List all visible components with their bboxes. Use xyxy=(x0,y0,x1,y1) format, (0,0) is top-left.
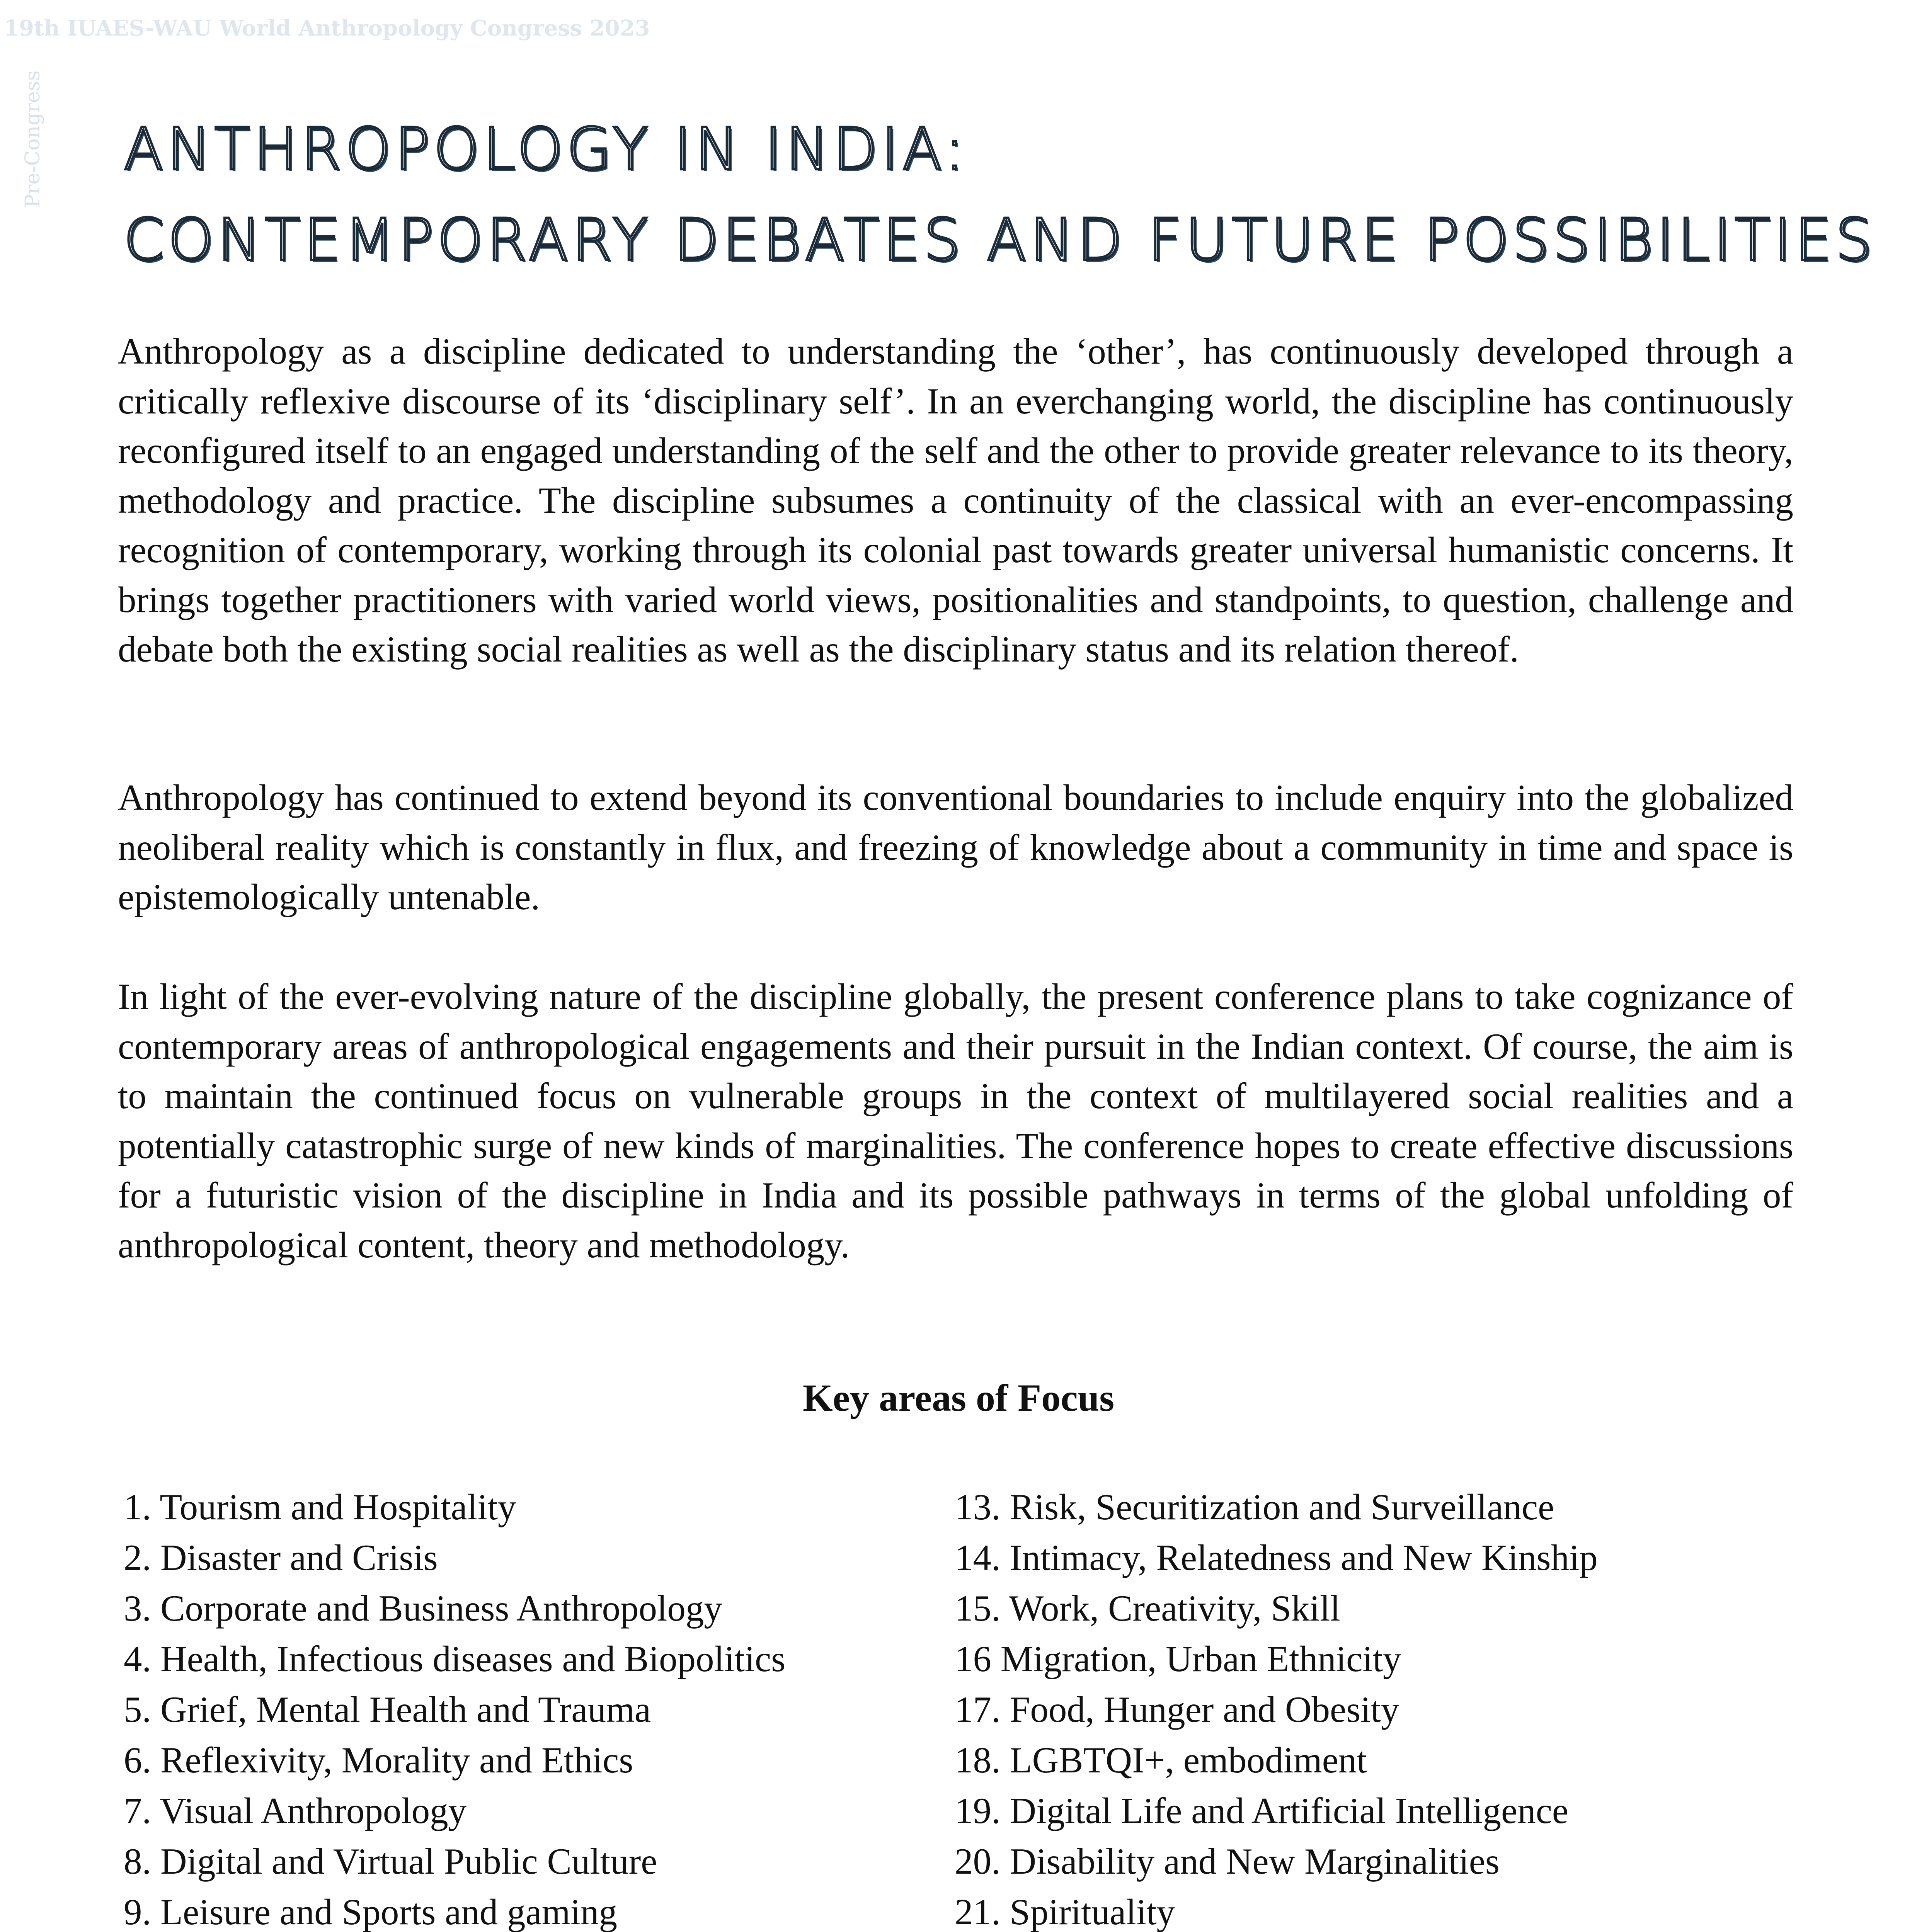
focus-item: 5. Grief, Mental Health and Trauma xyxy=(124,1689,651,1730)
focus-heading: Key areas of Focus xyxy=(802,1376,1115,1419)
focus-item: 7. Visual Anthropology xyxy=(124,1790,467,1831)
intro-paragraph-3: In light of the ever-evolving nature of the discipline globally, the present conference plans to take cognizance of contemporary areas of anthropological engagements and their pursuit in the Indian context. Of course, the aim is to maintain the continued focus on vulnerable groups in the context of multilayered social realities and a potentially catastrophic surge of new kinds of marginalities. The conference hopes to create effective discussions for a futuristic vision of the discipline in India and its possible pathways in terms of the global unfolding of anthropological content, theory and methodology. xyxy=(118,976,1793,1265)
focus-item: 16 Migration, Urban Ethnicity xyxy=(955,1638,1401,1679)
focus-item: 3. Corporate and Business Anthropology xyxy=(124,1588,722,1629)
focus-list-left xyxy=(124,1482,785,1932)
focus-item: 8. Digital and Virtual Public Culture xyxy=(124,1841,657,1882)
focus-item: 17. Food, Hunger and Obesity xyxy=(955,1689,1399,1730)
pre-congress-side-text: Pre-Congress xyxy=(21,70,44,208)
title-line-2: CONTEMPORARY DEBATES AND FUTURE POSSIBILITIES xyxy=(124,207,1876,274)
congress-header-text: 19th IUAES-WAU World Anthropology Congress 2023 xyxy=(4,15,650,41)
pre-congress-side-label xyxy=(15,70,50,209)
page-title xyxy=(124,104,1876,286)
intro-paragraph-1: Anthropology as a discipline dedicated to understanding the ‘other’, has continuously developed through a critically reflexive discourse of its ‘disciplinary self’. In an everchanging world, the discipline has continuously reconfigured itself to an engaged understanding of the self and the other to provide greater relevance to its theory, methodology and practice. The discipline subsumes a continuity of the classical with an ever-encompassing recognition of contemporary, working through its colonial past towards greater universal humanistic concerns. It brings together practitioners with varied world views, positionalities and standpoints, to question, challenge and debate both the existing social realities as well as the disciplinary status and its relation thereof. xyxy=(118,331,1793,670)
focus-item: 18. LGBTQI+, embodiment xyxy=(955,1740,1367,1781)
intro-paragraph-2: Anthropology has continued to extend beyond its conventional boundaries to include enquiry into the globalized neoliberal reality which is constantly in flux, and freezing of knowledge about a community in time and space is epistemologically untenable. xyxy=(118,777,1793,917)
focus-item: 9. Leisure and Sports and gaming xyxy=(124,1891,617,1932)
focus-item: 2. Disaster and Crisis xyxy=(124,1537,438,1578)
title-line-1: ANTHROPOLOGY IN INDIA: xyxy=(124,116,969,183)
focus-item: 19. Digital Life and Artificial Intelligence xyxy=(955,1790,1569,1831)
focus-item: 4. Health, Infectious diseases and Biopolitics xyxy=(124,1638,786,1679)
focus-item: 6. Reflexivity, Morality and Ethics xyxy=(124,1740,633,1781)
focus-item: 21. Spirituality xyxy=(955,1891,1175,1932)
focus-list-right xyxy=(955,1482,1598,1932)
focus-item: 20. Disability and New Marginalities xyxy=(955,1841,1500,1882)
focus-item: 14. Intimacy, Relatedness and New Kinship xyxy=(955,1537,1598,1578)
focus-item: 1. Tourism and Hospitality xyxy=(124,1486,516,1527)
focus-item: 15. Work, Creativity, Skill xyxy=(955,1588,1340,1629)
focus-item: 13. Risk, Securitization and Surveillance xyxy=(955,1486,1554,1527)
